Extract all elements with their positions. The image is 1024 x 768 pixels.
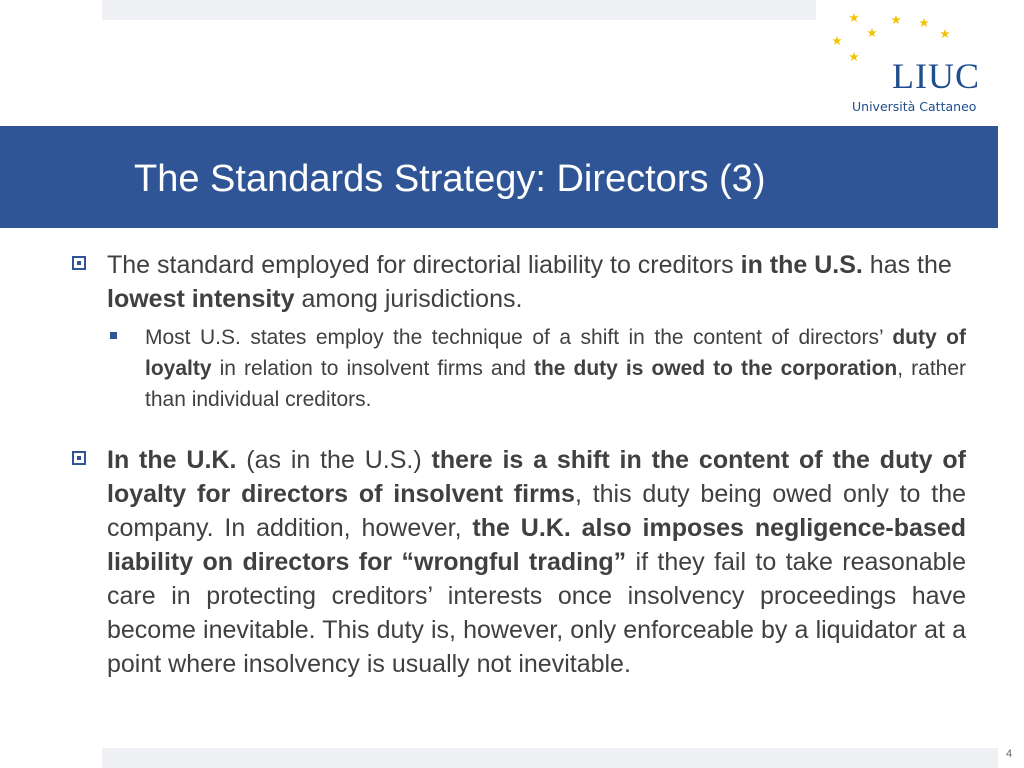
text-run: , this duty being owed only to the company. In addition, however, — [107, 480, 967, 542]
bullet-uk — [72, 443, 966, 681]
page-number: 4 — [1006, 748, 1013, 760]
bullet-us — [72, 248, 966, 316]
bold-run: the U.K. also imposes negligence-based liability on directors for “wrongful trading” — [107, 514, 966, 576]
text-run: Most U.S. states employ the technique of a shift in the content of directors’ — [145, 326, 893, 349]
text-run: has the — [862, 251, 952, 279]
slide-body — [72, 248, 966, 681]
bullet-us-text — [107, 248, 966, 316]
text-run: (as in the U.S.) — [236, 446, 432, 474]
text-run: if they fail to take reasonable care in protecting creditors’ interests once insolvency proceedings have become inevitable. This duty is, however, only enforceable by a liquidator at a point where insolvency is usually not inevitable. — [107, 548, 966, 678]
square-bullet-icon — [72, 451, 86, 465]
sub-bullet-text — [145, 322, 966, 415]
bold-run: In the U.K. — [107, 446, 237, 474]
bold-run: there is a shift in the content of the duty of loyalty for directors of insolvent firms — [107, 446, 967, 508]
bold-run: lowest intensity — [107, 285, 295, 313]
slide-title: The Standards Strategy: Directors (3) — [134, 158, 766, 200]
text-run: in relation to insolvent firms and — [211, 357, 534, 380]
bottom-decorative-strip — [102, 748, 998, 768]
university-logo — [826, 8, 996, 120]
bullet-uk-text — [107, 443, 966, 681]
small-square-bullet-icon — [110, 332, 117, 339]
bold-run: in the U.S. — [740, 251, 863, 279]
text-run: among jurisdictions. — [294, 285, 523, 313]
text-run: The standard employed for directorial liability to creditors — [107, 251, 741, 279]
square-bullet-icon — [72, 256, 86, 270]
logo-subtitle: Università Cattaneo — [852, 99, 977, 114]
logo-wordmark: LIUC — [892, 56, 980, 96]
text-run: , rather than individual creditors. — [145, 357, 967, 411]
top-decorative-strip — [102, 0, 816, 20]
bold-run: the duty is owed to the corporation — [533, 357, 898, 380]
bold-run: duty of loyalty — [145, 326, 967, 380]
sub-bullet-us-states — [110, 322, 966, 415]
